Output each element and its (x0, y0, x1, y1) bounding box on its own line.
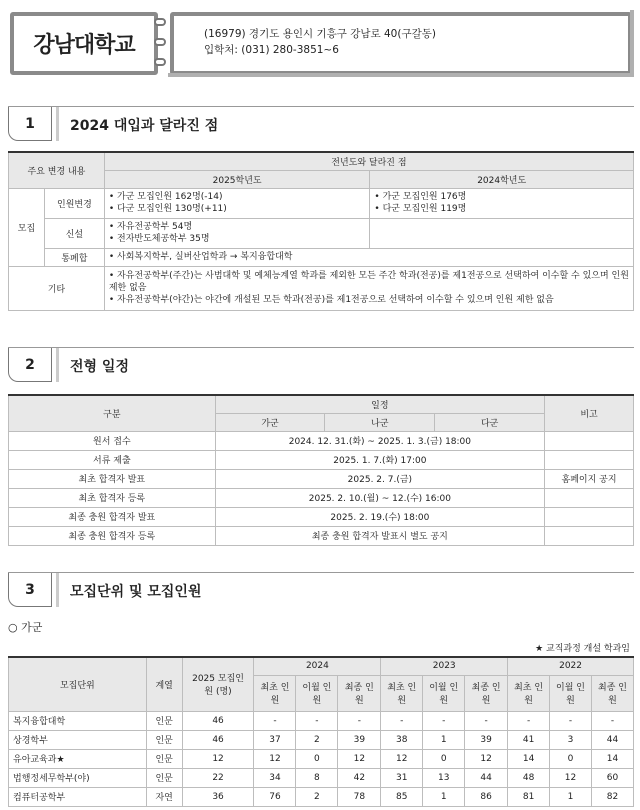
bullet-item: • 다군 모집인원 130명(+11) (109, 203, 366, 215)
section-number: 3 (8, 573, 52, 607)
section-number: 2 (8, 348, 52, 382)
university-name: 강남대학교 (10, 12, 158, 75)
group-subtitle: ○ 가군 (8, 621, 43, 634)
bullet-item: • 다군 모집인원 119명 (374, 203, 629, 215)
section-3-header (8, 572, 634, 606)
quota-row: 상경학부 인문 46 37 2 39 38 1 39 41 3 44 (9, 730, 634, 749)
bullet-item: • 자유전공학부 54명 (109, 221, 366, 233)
bullet-item: • 가군 모집인원 176명 (374, 191, 629, 203)
binder-ring-icon (154, 58, 166, 66)
quota-row: 복지융합대학 인문 46 - - - - - - - - - (9, 711, 634, 730)
schedule-row: 최종 충원 합격자 등록 최종 충원 합격자 발표시 별도 공지 (9, 526, 634, 545)
quota-row: 법행정세무학부(야) 인문 22 34 8 42 31 13 44 48 12 60 (9, 768, 634, 787)
binder-ring-icon (154, 18, 166, 26)
bullet-item: • 사회복지학부, 실버산업학과 → 복지융합대학 (109, 251, 629, 263)
schedule-row: 최초 합격자 발표 2025. 2. 7.(금) 홈페이지 공지 (9, 469, 634, 488)
quota-row: 유아교육과★ 인문 12 12 0 12 12 0 12 14 0 14 (9, 749, 634, 768)
section-title: 전형 일정 (70, 359, 129, 375)
section-number: 1 (8, 107, 52, 141)
address: (16979) 경기도 용인시 기흥구 강남로 40(구갈동) (204, 28, 436, 40)
schedule-row: 최초 합격자 등록 2025. 2. 10.(월) ~ 12.(수) 16:00 (9, 488, 634, 507)
contact-info (170, 12, 632, 75)
bullet-item: • 자유전공학부(야간)는 야간에 개설된 모든 학과(전공)를 제1전공으로 선택하여 이수할 수 있으며 인원 제한 없음 (109, 294, 629, 306)
schedule-row: 최종 충원 합격자 발표 2025. 2. 19.(수) 18:00 (9, 507, 634, 526)
section-title: 모집단위 및 모집인원 (70, 584, 202, 600)
binder-ring-icon (154, 38, 166, 46)
bullet-item: • 가군 모집인원 162명(-14) (109, 191, 366, 203)
section-title: 2024 대입과 달라진 점 (70, 118, 219, 134)
teacher-course-note: ★ 교직과정 개설 학과임 (535, 644, 630, 654)
section-2-header (8, 347, 634, 381)
section-1-header (8, 106, 634, 140)
bullet-item: • 자유전공학부(주간)는 사범대학 및 예체능계열 학과를 제외한 모든 주간 학과(전공)를 제1전공으로 선택하여 이수할 수 있으며 인원 제한 없음 (109, 270, 629, 294)
schedule-row: 서류 제출 2025. 1. 7.(화) 17:00 (9, 450, 634, 469)
changes-table: 주요 변경 내용 전년도와 달라진 점 2025학년도 2024학년도 모집 인원변경 • 가군 모집인원 162명(-14) • 다군 모집인원 130명(+11) • 가군 모집인원 176명 • 다군 모집인원 119명 신설 • 자유전공학부 54명 • 전자반도체공학부 35명 통폐합 • 사회복지학부, 실버산업학과 → 복지융합대학 기타 • 자유전공학부(주간)는 사범대학 및 예체능계열 학과를 제외한 모든 주간 학과(전공)를 제1전공으로 선택하여 이수할 수 있으며 인원 제한 없음 • 자유전공학부(야간)는 야간에 개설된 모든 학과(전공)를 제1전공으로 선택하여 이수할 수 있으며 인원 제한 없음 (8, 151, 634, 311)
phone: 입학처: (031) 280-3851~6 (204, 44, 339, 56)
bullet-item: • 전자반도체공학부 35명 (109, 233, 366, 245)
quota-row: 컴퓨터공학부 자연 36 76 2 78 85 1 86 81 1 82 (9, 787, 634, 806)
schedule-table: 구분 일정 비고 가군 나군 다군 원서 접수 2024. 12. 31.(화) ~ 2025. 1. 3.(금) 18:00 서류 제출 2025. 1. 7.(화) 17:00 최초 합격자 발표 2025. 2. 7.(금) 홈페이지 공지 최초 합격자 등록 2025. 2. 10.(월) ~ 12.(수) 16:00 최종 충원 합격자 발표 2025. 2. 19.(수) 18:00 최종 충원 합격자 등록 최종 충원 합격자 발표시 별도 공지 (8, 394, 634, 546)
schedule-row: 원서 접수 2024. 12. 31.(화) ~ 2025. 1. 3.(금) 18:00 (9, 431, 634, 450)
quota-table: 모집단위 계열 2025 모집인원 (명) 2024 2023 2022 최초 인원 이월 인원 최종 인원 최초 인원 이월 인원 최종 인원 최초 인원 이월 인원 최종 인원 복지융합대학 인문 46 - - - - - - - - - 상경학부 인문 46 37 2 39 38 1 39 41 3 44 유아교육과★ 인문 12 12 0 12 12 0 12 14 0 14 법행정세무학부(야) 인문 22 34 8 42 31 13 44 48 12 60 컴퓨터공학부 자연 36 76 2 78 85 1 86 81 1 82 (8, 656, 634, 807)
